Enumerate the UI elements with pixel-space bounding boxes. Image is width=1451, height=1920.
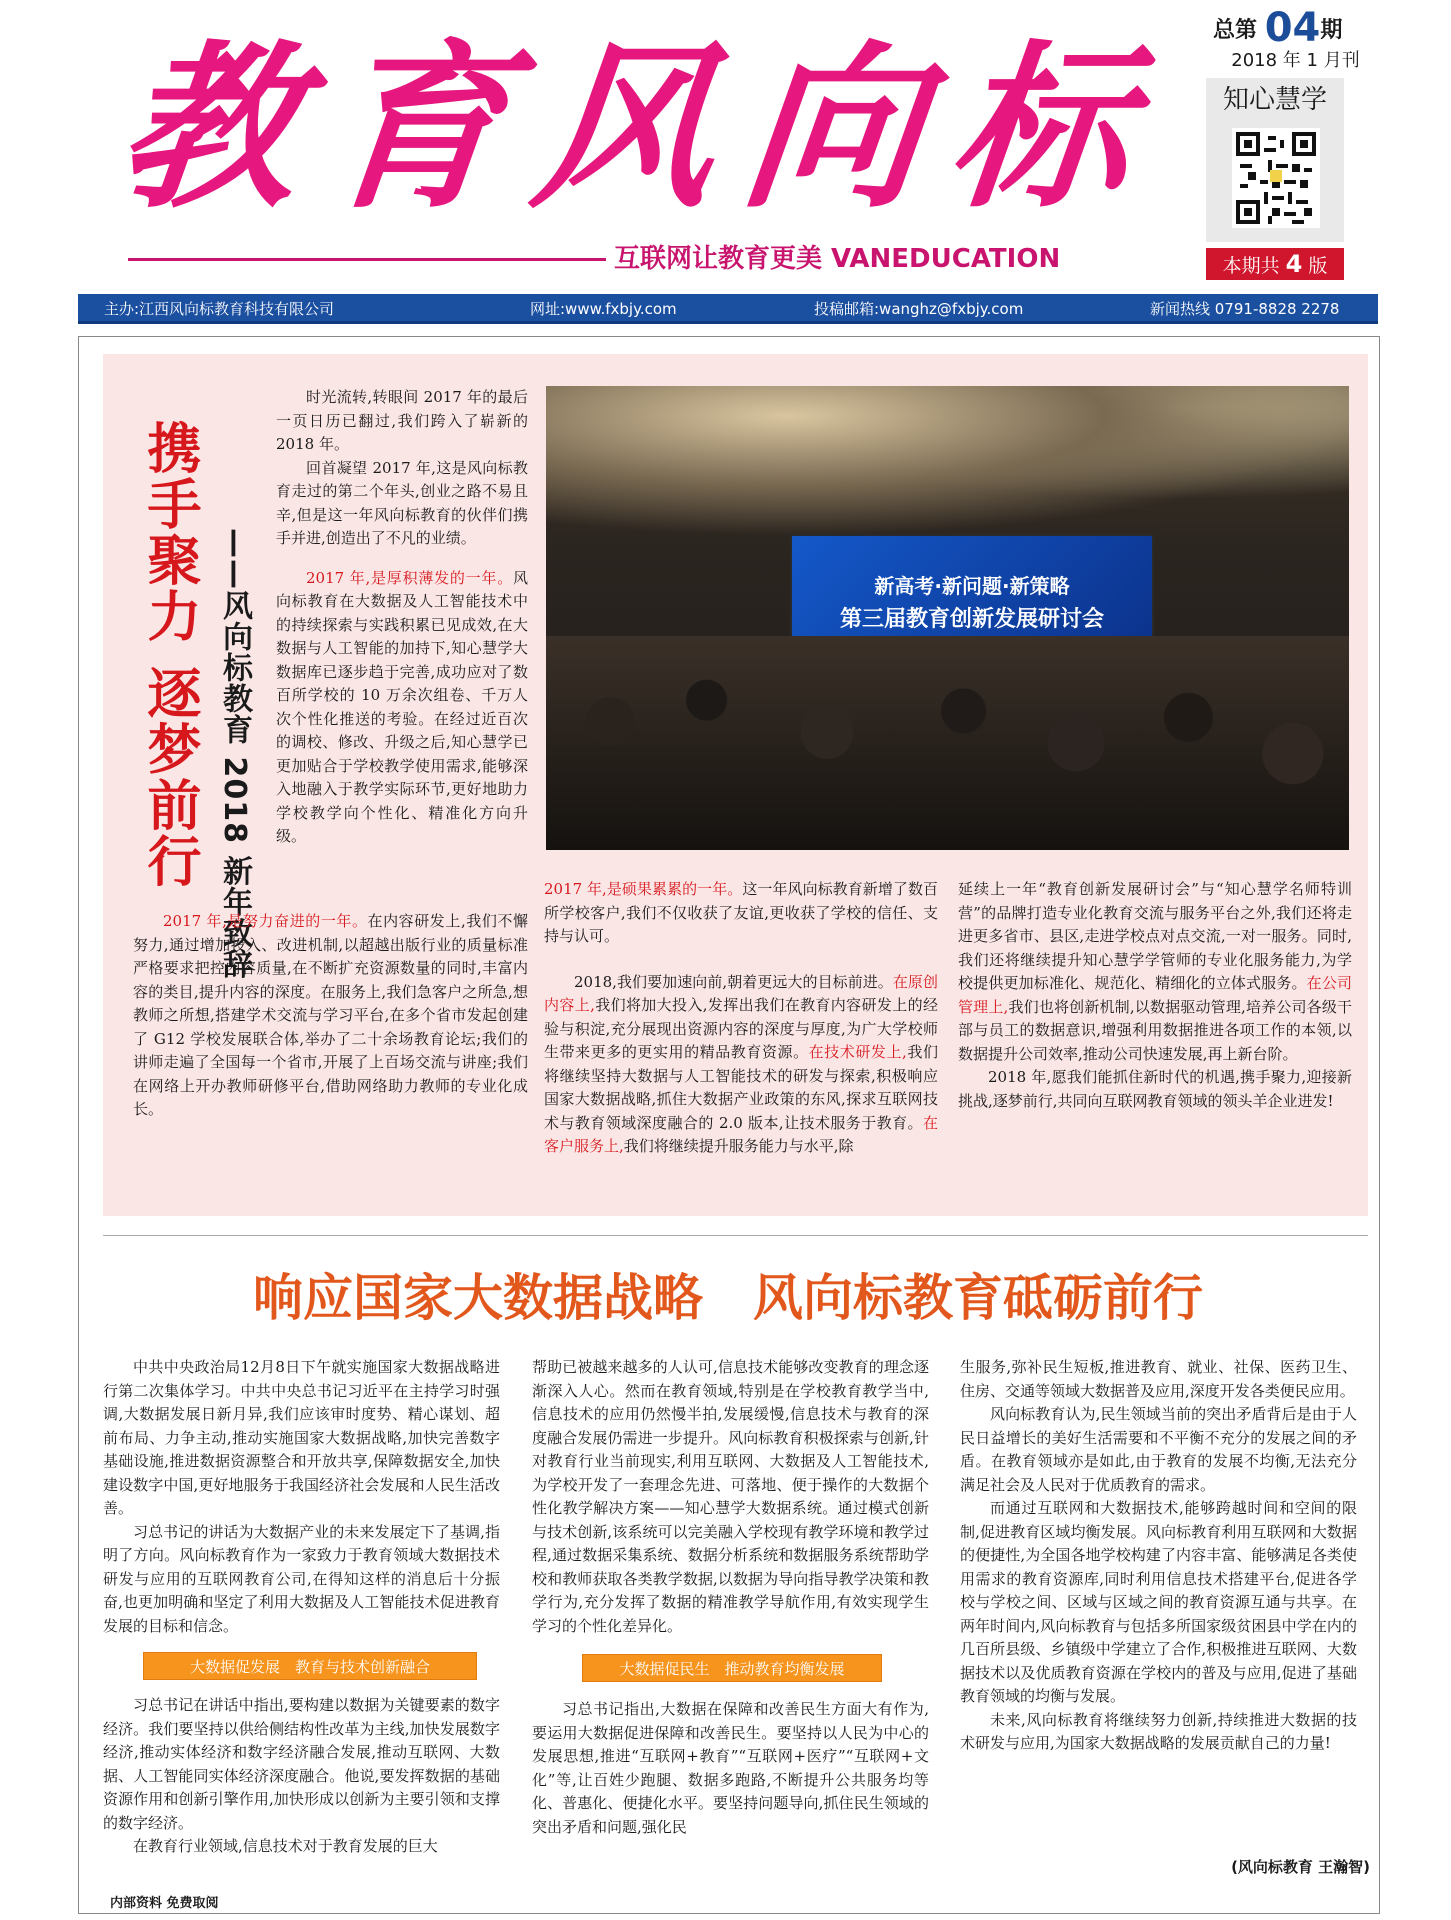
host-label: 主办:江西风向标教育科技有限公司 — [104, 300, 335, 318]
hotline-label: 新闻热线 0791-8828 2278 — [1150, 300, 1340, 318]
section-banner: 大数据促民生 推动教育均衡发展 — [582, 1654, 882, 1682]
paragraph: 在教育行业领域,信息技术对于教育发展的巨大 — [133, 1837, 438, 1855]
issue-date: 2018 年 1 月刊 — [1231, 50, 1360, 71]
publisher-info-bar — [78, 294, 1378, 324]
screen-line-1: 新高考·新问题·新策略 — [874, 574, 1070, 598]
paragraph: 2017 年,是努力奋进的一年。在内容研发上,我们不懈努力,通过增加投入、改进机制,以超越出版行业的质量标准严格要求把控内容质量,在不断扩充资源数量的同时,丰富内容的类目,提升内容的深度。在服务上,我们急客户之所急,想教师之所想,搭建学术交流与学习平台,在多个省市发起创建了 G12 学校发展联合体,举办了二十余场教育论坛;我们的讲师走遍了全国每一个省市,开展了上百场交流与讲座;我们在网络上开办教师研修平台,借助网络助力教师的专业化成长。 — [133, 912, 528, 1118]
editorial-col1-bottom — [133, 910, 528, 1200]
editorial-col3 — [958, 878, 1352, 1208]
qr-code-icon — [1232, 128, 1320, 228]
paragraph: 而通过互联网和大数据技术,能够跨越时间和空间的限制,促进教育区域均衡发展。风向标教育利用互联网和大数据的便捷性,为全国各地学校构建了内容丰富、能够满足各类使用需求的教育资源库,同时利用信息技术搭建平台,促进各学校与学校之间、区域与区域之间的教育资源互通与共享。在两年时间内,风向标教育与包括多所国家级贫困县中学在内的几百所县级、乡镇级中学建立了合作,积极推进互联网、大数据技术以及优质教育资源在学校内的普及与应用,促进了基础教育领域的均衡与发展。 — [960, 1499, 1357, 1705]
conference-photo — [546, 386, 1349, 850]
website-link[interactable]: 网址:www.fxbjy.com — [530, 300, 677, 318]
page-count-badge: 本期共 4 版 — [1206, 248, 1344, 280]
paragraph: 2017 年,是厚积薄发的一年。风向标教育在大数据及人工智能技术中的持续探索与实践积累已见成效,在大数据与人工智能的加持下,知心慧学大数据库已逐步趋于完善,成功应对了数百所学校的 10 万余次组卷、千万人次个性化推送的考验。在经过近百次的调校、修改、升级之后,知心慧学已更加贴合于学校教学使用需求,能够深入地融入于教学实际环节,更好地助力学校教学向个性化、精准化方向升级。 — [276, 568, 528, 845]
article2-col3 — [960, 1356, 1357, 1856]
editorial-col1-top — [276, 386, 528, 906]
paragraph: 延续上一年“教育创新发展研讨会”与“知心慧学名师特训营”的品牌打造专业化教育交流与服务平台之外,我们还将走进更多省市、县区,走进学校点对点交流,一对一服务。同时,我们还将继续提升知心慧学学管师的专业化服务能力,为学校提供更加标准化、规范化、精细化的立体式服务。在公司管理上,我们也将创新机制,以数据驱动管理,培养公司各级干部与员工的数据意识,增强利用数据推进各项工作的本领,以数据提升公司效率,推动公司快速发展,再上新台阶。 — [958, 880, 1352, 1063]
slogan-rule — [128, 258, 606, 261]
paragraph: 习总书记指出,大数据在保障和改善民生方面大有作为,要运用大数据促进保障和改善民生。要坚持以人民为中心的发展思想,推进“互联网+教育”“互联网+医疗”“互联网+文化”等,让百姓少跑腿、数据多跑路,不断提升公共服务均等化、普惠化、便捷化水平。要坚持问题导向,抓住民生领域的突出矛盾和问题,强化民 — [532, 1700, 929, 1836]
paragraph: 时光流转,转眼间 2017 年的最后一页日历已翻过,我们跨入了崭新的 2018 年。 — [276, 388, 528, 453]
section-divider — [103, 1235, 1368, 1236]
masthead-slogan: 互联网让教育更美 VANEDUCATION — [614, 244, 1061, 274]
paragraph: 2017 年,是硕果累累的一年。这一年风向标教育新增了数百所学校客户,我们不仅收获了友谊,更收获了学校的信任、支持与认可。 — [544, 880, 938, 945]
masthead-title: 教育风向标 — [109, 25, 1171, 232]
paragraph: 中共中央政治局12月8日下午就实施国家大数据战略进行第二次集体学习。中共中央总书记习近平在主持学习时强调,大数据发展日新月异,我们应该审时度势、精心谋划、超前布局、力争主动,推动实施国家大数据战略,加快完善数字基础设施,推进数据资源整合和开放共享,保障数据安全,加快建设数字中国,更好地服务于我国经济社会发展和人民生活改善。 — [103, 1358, 500, 1517]
author-byline: (风向标教育 王瀚智) — [1231, 1858, 1370, 1876]
paragraph: 风向标教育认为,民生领域当前的突出矛盾背后是由于人民日益增长的美好生活需要和不平衡不充分的发展之间的矛盾。在教育领域亦是如此,由于教育的发展不均衡,无法充分满足社会及人民对于优质教育的需求。 — [960, 1405, 1357, 1494]
paragraph: 2018,我们要加速向前,朝着更远大的目标前进。在原创内容上,我们将加大投入,发挥出我们在教育内容研发上的经验与积淀,充分展现出资源内容的深度与厚度,为广大学校师生带来更多的更实用的精品教育资源。在技术研发上,我们将继续坚持大数据与人工智能技术的研发与探索,积极响应国家大数据战略,抓住大数据产业政策的东风,探求互联网技术与教育领域深度融合的 2.0 版本,让技术服务于教育。在客户服务上,我们将继续提升服务能力与水平,除 — [544, 972, 938, 1155]
paragraph: 未来,风向标教育将继续努力创新,持续推进大数据的技术研发与应用,为国家大数据战略的发展贡献自己的力量! — [960, 1710, 1357, 1752]
paragraph: 2018 年,愿我们能抓住新时代的机遇,携手聚力,迎接新挑战,逐梦前行,共同向互联网教育领域的领头羊企业进发! — [958, 1068, 1352, 1110]
photo-ceiling — [546, 386, 1349, 536]
paragraph: 习总书记在讲话中指出,要构建以数据为关键要素的数字经济。我们要坚持以供给侧结构性改革为主线,加快发展数字经济,推动实体经济和数字经济融合发展,推动互联网、大数据、人工智能同实体经济深度融合。他说,要发挥数据的基础资源作用和创新引擎作用,加快形成以创新为主要引领和支撑的数字经济。 — [103, 1696, 500, 1832]
article2-col2 — [532, 1356, 929, 1876]
section-banner: 大数据促发展 教育与技术创新融合 — [143, 1652, 477, 1680]
editorial-headline: 携手聚力 逐梦前行 — [139, 420, 202, 889]
qr-title: 知心慧学 — [1222, 85, 1327, 115]
screen-line-2: 第三届教育创新发展研讨会 — [839, 607, 1104, 632]
editorial-col2 — [544, 878, 938, 1208]
photo-audience — [546, 636, 1349, 850]
paragraph: 帮助已被越来越多的人认可,信息技术能够改变教育的理念逐渐深入人心。然而在教育领域,特别是在学校教育教学当中,信息技术的应用仍然慢半拍,发展缓慢,信息技术与教育的深度融合发展仍需进一步提升。风向标教育积极探索与创新,针对教育行业当前现实,利用互联网、大数据及人工智能技术,为学校开发了一套理念先进、可落地、便于操作的大数据个性化教学解决方案——知心慧学大数据系统。通过模式创新与技术创新,该系统可以完美融入学校现有教学环境和教学过程,通过数据采集系统、数据分析系统和数据服务系统帮助学校和教师获取各类教学数据,以数据为导向指导教学决策和教学行为,充分发挥了数据的精准教学导航作用,有效实现学生学习的个性化差异化。 — [532, 1358, 929, 1635]
article2-headline: 响应国家大数据战略 风向标教育砥砺前行 — [253, 1269, 1203, 1327]
email-link[interactable]: 投稿邮箱:wanghz@fxbjy.com — [814, 300, 1024, 318]
paragraph: 回首凝望 2017 年,这是风向标教育走过的第二个年头,创业之路不易且辛,但是这一年风向标教育的伙伴们携手并进,创造出了不凡的业绩。 — [276, 458, 528, 547]
paragraph: 习总书记的讲话为大数据产业的未来发展定下了基调,指明了方向。风向标教育作为一家致力于教育领域大数据技术研发与应用的互联网教育公司,在得知这样的消息后十分振奋,也更加明确和坚定了利用大数据及人工智能技术促进教育发展的目标和信念。 — [103, 1522, 500, 1635]
footer-note: 内部资料 免费取阅 — [110, 1896, 219, 1911]
paragraph: 生服务,弥补民生短板,推进教育、就业、社保、医药卫生、住房、交通等领域大数据普及应用,深度开发各类便民应用。 — [960, 1358, 1357, 1400]
editorial-subheadline: ——风向标教育 2018 新年致辞 — [217, 528, 252, 980]
issue-number: 总第 04期 — [1213, 5, 1343, 51]
article2-col1 — [103, 1356, 500, 1876]
